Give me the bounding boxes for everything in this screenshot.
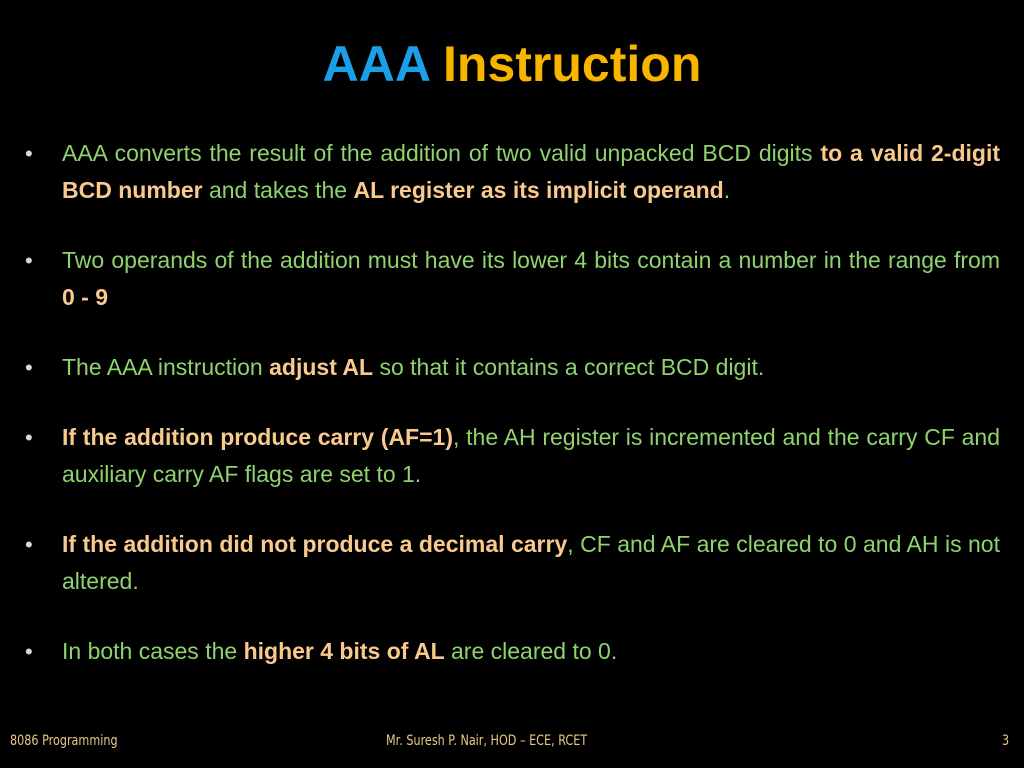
bullet-dot-icon: • <box>25 639 33 664</box>
bullet-text: are cleared to 0. <box>444 638 618 664</box>
footer-author: Mr. Suresh P. Nair, HOD – ECE, RCET <box>386 733 588 749</box>
bullet-dot-icon: • <box>25 532 33 557</box>
bullet-text: Two operands of the addition must have its lower 4 bits contain a number in the range from <box>62 247 1000 273</box>
bullet-text: . <box>723 177 731 203</box>
bullet-item <box>22 242 1000 316</box>
footer-page-number: 3 <box>1002 733 1010 749</box>
bullet-text: The AAA instruction <box>62 354 270 380</box>
bullet-dot-icon: • <box>25 248 33 273</box>
bullet-item <box>22 135 1000 209</box>
bullet-dot-icon: • <box>25 355 33 380</box>
bullet-highlight: higher 4 bits of AL <box>243 638 445 664</box>
slide-title-part2: Instruction <box>443 36 702 92</box>
bullet-text: In both cases the <box>62 638 244 664</box>
bullet-item <box>22 419 1000 493</box>
slide-title-part1: AAA <box>322 36 430 92</box>
footer-course-title: 8086 Programming <box>10 733 118 749</box>
bullet-highlight: AL register as its implicit operand <box>353 177 724 203</box>
bullet-highlight: If the addition did not produce a decimal carry <box>62 531 568 557</box>
bullet-text: , CF and AF are cleared to 0 and AH is not altered. <box>62 531 1000 594</box>
bullet-highlight: to a valid 2-digit BCD number <box>62 140 1001 203</box>
bullet-text: so that it contains a correct BCD digit. <box>373 354 765 380</box>
bullet-highlight: adjust AL <box>269 354 374 380</box>
bullet-text: AAA converts the result of the addition of two valid unpacked BCD digits <box>62 140 821 166</box>
bullet-item <box>22 349 1000 386</box>
bullet-dot-icon: • <box>25 141 33 166</box>
bullet-highlight: 0 - 9 <box>62 284 109 310</box>
bullet-item <box>22 526 1000 600</box>
bullet-item <box>22 633 1000 670</box>
bullet-highlight: If the addition produce carry (AF=1) <box>62 424 453 450</box>
bullet-text: and takes the <box>202 177 354 203</box>
bullet-dot-icon: • <box>25 425 33 450</box>
slide-title <box>0 34 1024 94</box>
bullet-text: , the AH register is incremented and the carry CF and auxiliary carry AF flags are set to 1. <box>62 424 1001 487</box>
bullet-list <box>22 135 1000 670</box>
